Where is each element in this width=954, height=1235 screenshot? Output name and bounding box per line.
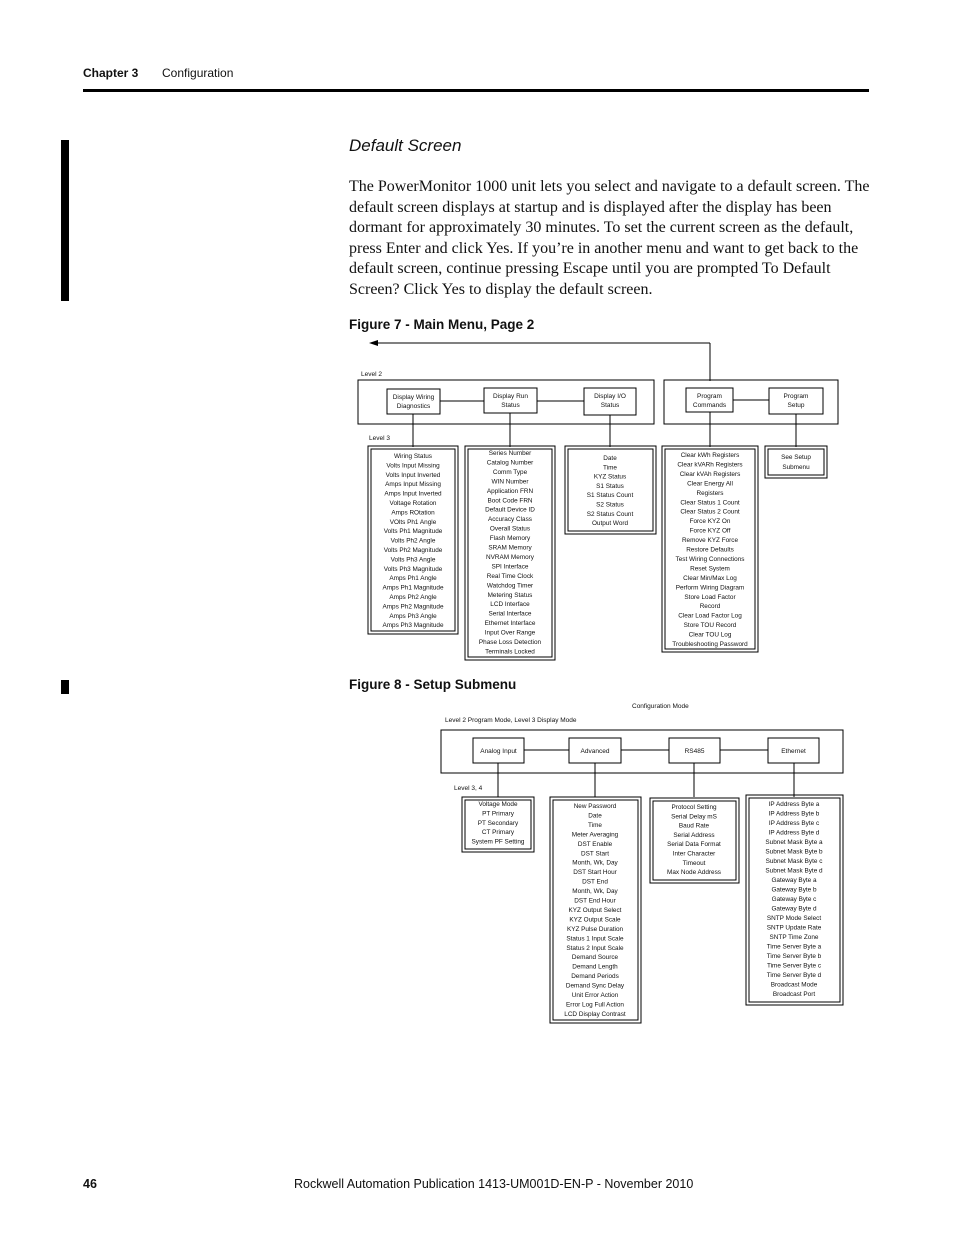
config-mode-label: Configuration Mode (632, 703, 689, 710)
list-item: SNTP Time Zone (769, 934, 819, 941)
list-item: PT Secondary (477, 819, 519, 827)
level2-box-label: Status (501, 402, 520, 409)
list-item: Status 2 Input Scale (566, 944, 624, 952)
level2-box-label: Display Wiring (392, 394, 435, 401)
list-item: LCD Display Contrast (564, 1010, 626, 1018)
level2-box-label: Commands (692, 402, 727, 409)
list-item: Demand Periods (571, 973, 619, 981)
section-title: Default Screen (349, 136, 462, 155)
list-item: Month, Wk, Day (572, 888, 618, 896)
list-item: Amps Ph2 Magnitude (382, 603, 444, 611)
list-item: Clear kVAh Registers (679, 470, 741, 478)
list-item: Output Word (591, 520, 629, 528)
list-item: Volts Ph2 Angle (390, 537, 436, 545)
list-item: Volts Input Missing (386, 462, 440, 470)
list-item: Serial Delay mS (671, 813, 717, 821)
list-item: Restore Defaults (686, 546, 734, 554)
list-item: Clear Status 1 Count (680, 499, 740, 507)
list-item: Subnet Mask Byte b (765, 848, 823, 856)
list-item: CT Primary (481, 829, 515, 837)
list-item: IP Address Byte a (768, 801, 820, 808)
list-item: Clear Energy All (687, 480, 733, 488)
list-item: Broadcast Mode (770, 981, 818, 989)
list-item: Time Server Byte d (766, 972, 822, 979)
list-item: LCD Interface (490, 601, 530, 609)
list-item: Submenu (782, 464, 810, 471)
list-item: WIN Number (491, 478, 529, 486)
list-item: Subnet Mask Byte a (765, 839, 823, 846)
list-item: Default Device ID (485, 506, 535, 514)
list-item: Timeout (682, 859, 706, 867)
list-item: Phase Loss Detection (478, 639, 542, 646)
list-item: Perform Wiring Diagram (675, 584, 745, 592)
list-item: PT Primary (482, 810, 514, 818)
list-item: SPI Interface (491, 563, 529, 571)
list-item: Catalog Number (486, 459, 534, 467)
level2-box-label: Analog Input (480, 748, 517, 755)
section-label: Configuration (162, 66, 234, 80)
list-item: S1 Status (596, 482, 624, 490)
list-item: SNTP Mode Select (766, 915, 822, 922)
level2-box-label: Setup (787, 402, 805, 409)
list-item: Wiring Status (393, 453, 433, 460)
list-item: Clear kWh Registers (680, 452, 740, 459)
list-item: KYZ Status (593, 473, 627, 481)
list-item: NVRAM Memory (486, 553, 534, 561)
list-item: See Setup (781, 454, 811, 461)
list-item: Input Over Range (484, 629, 536, 637)
list-item: Subnet Mask Byte c (765, 858, 823, 865)
list-item: DST Start (581, 850, 609, 858)
list-item: KYZ Output Select (568, 906, 622, 914)
list-item: Baud Rate (678, 822, 710, 830)
list-item: Voltage Rotation (389, 500, 437, 507)
list-item: Volts Ph3 Magnitude (383, 565, 443, 573)
level2-box (769, 388, 823, 414)
list-item: KYZ Output Scale (569, 916, 621, 924)
list-item: Flash Memory (489, 535, 531, 543)
figure8-diagram (441, 703, 843, 1023)
list-item: Troubleshooting Password (672, 641, 748, 648)
list-item: Time (588, 821, 602, 829)
list-item: IP Address Byte b (768, 810, 820, 818)
list-item: Voltage Mode (478, 801, 518, 808)
level2-label: Level 2 (361, 371, 382, 378)
level34-label: Level 3, 4 (454, 785, 483, 792)
list-item: Status 1 Input Scale (566, 935, 624, 943)
list-item: Demand Length (572, 963, 618, 971)
level2-container (664, 380, 838, 424)
list-item: SRAM Memory (488, 544, 532, 552)
figure7-diagram (358, 340, 838, 660)
list-item: Broadcast Port (772, 991, 816, 998)
list-item: Amps Ph1 Angle (389, 575, 437, 583)
list-item: Demand Source (571, 954, 619, 962)
list-item: Accuracy Class (487, 516, 533, 524)
list-item: Serial Data Format (667, 841, 721, 849)
list-item: Boot Code FRN (487, 497, 533, 505)
list-item: KYZ Pulse Duration (566, 925, 624, 933)
figure7-title: Figure 7 - Main Menu, Page 2 (349, 317, 535, 332)
list-item: Volts Ph3 Angle (390, 556, 436, 564)
list-item: Amps Input Inverted (384, 490, 442, 498)
list-item: Terminals Locked (485, 648, 535, 656)
list-item: Serial Address (673, 831, 715, 839)
level2-box-label: Status (600, 402, 620, 409)
list-item: DST Start Hour (573, 869, 617, 877)
list-item: Volts Ph2 Magnitude (383, 547, 443, 554)
list-item: Clear TOU Log (688, 631, 732, 639)
level2-box-label: Advanced (580, 748, 610, 755)
list-item: DST End (582, 878, 608, 886)
publication-info: Rockwell Automation Publication 1413-UM001D-EN-P - November 2010 (294, 1177, 694, 1191)
list-item: Registers (696, 489, 724, 497)
page-number: 46 (83, 1177, 97, 1191)
list-item: Volts Ph1 Magnitude (383, 528, 443, 536)
list-item: SNTP Update Rate (766, 924, 822, 932)
list-item: Time Server Byte b (766, 953, 822, 960)
chapter-label: Chapter 3 (83, 66, 139, 80)
list-item: Real Time Clock (486, 572, 534, 580)
list-item: Date (588, 812, 602, 820)
list-item: Record (699, 603, 721, 611)
list-item: Serial Interface (488, 610, 532, 618)
list-item: Time Server Byte c (766, 962, 822, 970)
list-item: Test Wiring Connections (675, 555, 745, 563)
list-item: Gateway Byte a (771, 877, 817, 884)
list-item: Clear Load Factor Log (678, 612, 742, 620)
list-item: IP Address Byte d (768, 829, 820, 837)
list-item: New Password (573, 803, 617, 810)
list-item: DST Enable (577, 840, 613, 848)
list-item: Remove KYZ Force (681, 537, 739, 545)
list-item: Date (603, 455, 617, 462)
list-item: Demand Sync Delay (565, 982, 625, 990)
arrow-left-icon (369, 340, 378, 346)
list-item: Clear Min/Max Log (683, 574, 737, 582)
list-item: Amps Ph2 Angle (389, 594, 437, 601)
level2-box (387, 389, 440, 414)
list-item: S1 Status Count (586, 492, 634, 500)
figure8-title: Figure 8 - Setup Submenu (349, 677, 517, 692)
list-item: Store TOU Record (683, 622, 737, 630)
list-item: Time (603, 464, 617, 472)
list-item: Unit Error Action (571, 992, 619, 999)
level2-box-label: Program (783, 393, 809, 400)
list-item: System PF Setting (471, 838, 525, 846)
list-item: Watchdog Timer (486, 582, 534, 590)
list-item: Series Number (488, 450, 532, 457)
body-paragraph: The PowerMonitor 1000 unit lets you select and navigate to a default screen. The default screen displays at startup and is displayed after the display has been dormant for approximately 30 minutes. To set the current screen as the default, press Enter and click Yes. If you’re in another menu and want to get back to the default screen, continue pressing Escape until you are prompted To Default Screen? Click Yes to display the default screen. (349, 178, 870, 298)
list-item: Ethernet Interface (484, 620, 536, 628)
list-item: Subnet Mask Byte d (765, 867, 823, 875)
list-item: Month, Wk, Day (572, 859, 618, 867)
list-item: Clear kVARh Registers (677, 461, 743, 469)
menu-list-box-inner (768, 449, 824, 475)
level2-box-label: Diagnostics (396, 403, 431, 410)
list-item: Amps Ph3 Magnitude (382, 622, 444, 630)
list-item: Meter Averaging (571, 831, 619, 839)
list-item: Store Load Factor (684, 593, 736, 601)
list-item: Clear Status 2 Count (680, 508, 740, 516)
list-item: Overall Status (489, 525, 531, 533)
list-item: Force KYZ Off (689, 527, 731, 535)
list-item: IP Address Byte c (768, 820, 820, 827)
list-item: DST End Hour (574, 897, 616, 905)
list-item: Gateway Byte c (771, 896, 817, 903)
list-item: Force KYZ On (689, 518, 731, 526)
level2-box-label: RS485 (684, 748, 705, 755)
level2-box-label: Program (697, 393, 722, 400)
level3-label: Level 3 (369, 435, 390, 442)
list-item: VOlts Ph1 Angle (389, 518, 437, 526)
list-item: Amps Input Missing (385, 481, 441, 489)
list-item: Application FRN (486, 487, 534, 495)
level2-box-label: Display I/O (594, 393, 626, 400)
level2-box-label: Ethernet (781, 748, 806, 755)
list-item: Volts Input Inverted (385, 471, 441, 479)
list-item: Error Log Full Action (566, 1001, 624, 1009)
list-item: Amps Ph3 Angle (389, 612, 437, 620)
list-item: Comm Type (492, 468, 528, 476)
list-item: S2 Status (596, 501, 624, 509)
menu-list-box (765, 446, 827, 478)
list-item: Time Server Byte a (766, 943, 822, 951)
level2-label: Level 2 Program Mode, Level 3 Display Mode (445, 717, 577, 724)
list-item: Amps Ph1 Magnitude (382, 584, 444, 592)
list-item: Max Node Address (667, 869, 721, 877)
level2-box-label: Display Run (492, 393, 529, 400)
list-item: Amps ROtation (391, 509, 435, 517)
list-item: Protocol Setting (671, 804, 717, 811)
list-item: Gateway Byte b (771, 886, 817, 894)
list-item: Reset System (690, 565, 730, 573)
list-item: Inter Character (672, 850, 716, 858)
list-item: Metering Status (487, 591, 533, 599)
level2-box (484, 388, 537, 413)
list-item: S2 Status Count (586, 510, 634, 518)
list-item: Gateway Byte d (771, 905, 817, 913)
